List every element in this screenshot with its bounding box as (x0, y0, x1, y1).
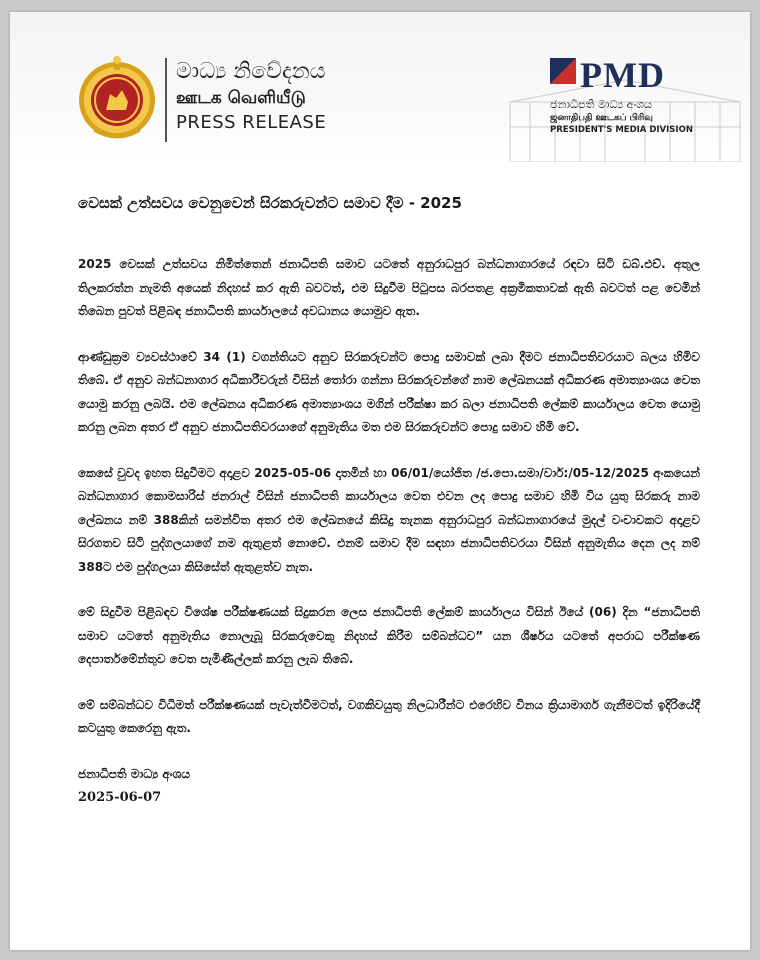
signature-org: ජනාධිපති මාධ්‍ය අංශය (78, 766, 191, 781)
sri-lanka-emblem-icon (76, 54, 158, 142)
release-body (78, 194, 700, 809)
org-tamil: ஜனாதிபதி ஊடகப் பிரிவு (550, 113, 653, 123)
letterhead (10, 12, 750, 162)
header-divider (165, 58, 167, 142)
title-sinhala: මාධ්‍ය නිවේදනය (176, 59, 326, 84)
org-english: PRESIDENT'S MEDIA DIVISION (550, 125, 693, 135)
signature-block (78, 763, 700, 809)
pmd-subtitle (550, 98, 693, 136)
paragraph-5: මේ සම්බන්ධව විධිමත් පරීක්ෂණයක් පැවැත්වීමටත්, වගකිවයුතු නිලධාරීන්ට එරෙහිව විනය ක්‍රියාමාර්ග ගැනීමටත් ඉදිරියේදී කටයුතු කෙරෙනු ඇත. (78, 697, 700, 735)
paragraph-3: කෙසේ වුවද ඉහත සිදුවීමට අදාළව 2025-05-06 දාතමින් හා 06/01/යෝජිත /ජ.පො.සමා/වාර්:/05-12/2025 අංකයෙන් බන්ධනාගාර කොමසාරිස් ජනරාල් විසින් ජනාධිපති කාර්යාලය වෙත එවන ලද පොදු සමාව හිමි විය යුතු සිරකරු නාම ලේඛනය නම් 388කින් සමන්විත අතර එම ලේඛනයේ කිසිදු තැනක අනුරාධපුර බන්ධනාගාරයේ මුදල් වංචාවකට අදාළව සිරගතව සිටි පුද්ගලයාගේ නම ඇතුළත් නොවේ. එනම් සමාව දීම සඳහා ජනාධිපතිවරයා විසින් අනුමැතිය දෙන ලද නම් 388ට එම පුද්ගලයා කිසිසේත් ඇතුළත්ව නැත. (78, 465, 700, 574)
press-release-page (10, 12, 750, 950)
paragraph-2: ආණ්ඩුක්‍රම ව්‍යවස්ථාවේ 34 (1) වගන්තියට අනුව සිරකරුවන්ට පොදු සමාවක් ලබා දීමට ජනාධිපතිවරයාට බලය හිමිව තිබේ. ඒ අනුව බන්ධනාගාර අධිකාරීවරුන් විසින් තෝරා ගන්නා සිරකරුවන්ගේ නාම ලේඛනයක් අධිකරණ අමාත්‍යාංශය වෙත යොමු කරනු ලබයි. එම ලේඛනය අධිකරණ අමාත්‍යාංශය මගින් පරීක්ෂා කර බලා ජනාධිපති ලේකම් කාර්යාලය වෙත යොමු කරනු ලබන අතර ඒ අනුව ජනාධිපතිවරයාගේ අනුමැතිය මත එම සිරකරුවන්ට පොදු සමාව හිමි වේ. (78, 349, 700, 434)
title-english: PRESS RELEASE (176, 112, 327, 133)
signature-date: 2025-06-07 (78, 789, 162, 805)
pmd-wordmark: PMD (580, 55, 665, 95)
paragraph-1: 2025 වෙසක් උත්සවය නිමිත්තෙන් ජනාධිපති සමාව යටතේ අනුරාධපුර බන්ධනාගාරයේ රඳවා සිටි ඩබ්.එච්. අතුල තිලකරත්න නැමති අයෙක් නිදහස් කර ඇති බවටත්, එම සිදුවීම පිටුපස බරපතළ අක්‍රමිකතාවක් ඇති බවටත් පළ වෙමින් තිබෙන පුවත් පිළිබඳ ජනාධිපති කාර්යාලයේ අවධානය යොමුව ඇත. (78, 257, 700, 318)
paragraph-4: මේ සිදුවීම පිළිබඳව විශේෂ පරීක්ෂණයක් සිදුකරන ලෙස ජනාධිපති ලේකම් කාර්යාලය විසින් ඊයේ (06) දින “ජනාධිපති සමාව යටතේ අනුමැතිය නොලැබූ සිරකරුවෙකු නිදහස් කිරීම සම්බන්ධව” යන ශීර්ෂය යටතේ අපරාධ පරීක්ෂණ දෙපාර්තමේන්තුව වෙත පැමිණිල්ලක් කරනු ලැබ තිබේ. (78, 605, 700, 666)
press-release-brand (176, 58, 326, 136)
release-title: වෙසක් උත්සවය වෙනුවෙන් සිරකරුවන්ට සමාව දීම - 2025 (78, 194, 462, 212)
pmd-mark-icon (550, 58, 576, 84)
org-sinhala: ජනාධිපති මාධ්‍ය අංශය (550, 98, 653, 111)
title-tamil: ஊடக வெளியீடு (176, 88, 306, 108)
